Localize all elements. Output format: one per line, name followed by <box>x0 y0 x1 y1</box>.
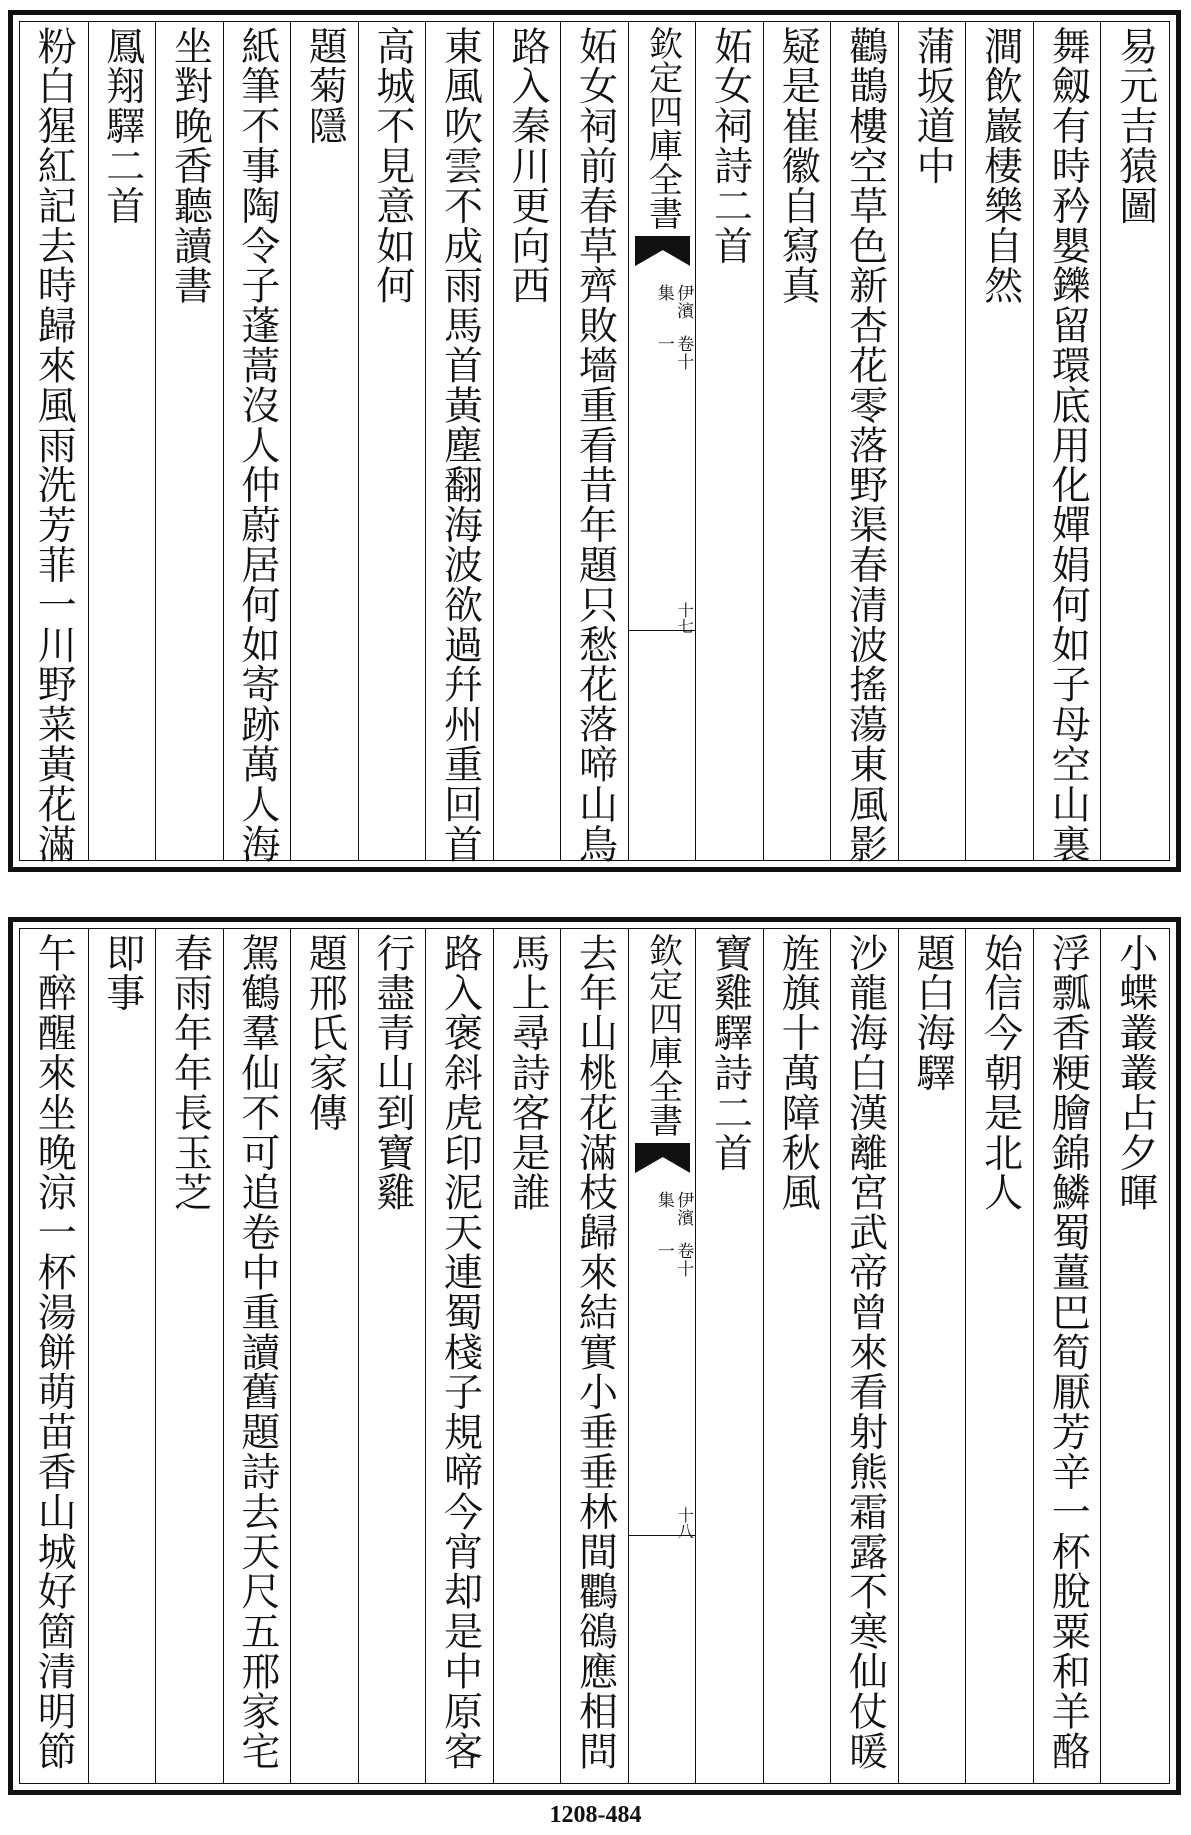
top-page-column-2 <box>1033 22 1102 864</box>
bottom-page-column-text: 浮瓢香粳膾錦鱗蜀薑巴筍厭芳辛一杯脫粟和羊酪 <box>1045 933 1091 1771</box>
top-page-column-9 <box>493 22 562 860</box>
bottom-page-column-text: 春雨年年長玉芝 <box>167 933 213 1213</box>
bottom-page-column-9 <box>493 929 562 1783</box>
top-page-column-text: 妬女祠詩二首 <box>707 26 753 266</box>
bottom-page-volume-label <box>633 1191 693 1291</box>
bottom-page-column-6 <box>763 929 832 1783</box>
bottom-page-column-5 <box>830 929 899 1783</box>
top-page-column-text: 澗飲巖棲樂自然 <box>977 26 1023 306</box>
top-page-column-text: 妬女祠前春草齊敗墻重看昔年題只愁花落啼山鳥 <box>572 26 618 864</box>
top-page-column-text: 鸛鵲樓空草色新杏花零落野渠春清波搖蕩東風影 <box>842 26 888 864</box>
top-page-column-text: 舞劔有時矜嬰鑠留環底用化嬋娟何如子母空山裏 <box>1045 26 1091 864</box>
bottom-page-page-number: 十八 <box>675 1507 695 1539</box>
bottom-page-column-text: 旌旗十萬障秋風 <box>775 933 821 1213</box>
top-page <box>8 10 1181 872</box>
top-page-column-1 <box>1100 22 1169 860</box>
bottom-page-column-text: 沙龍海白漢離宮武帝曾來看射熊霜露不寒仙仗暖 <box>842 933 888 1771</box>
bottom-page-volume-line: 卷十一 <box>653 1242 694 1278</box>
bottom-page-column-12 <box>290 929 359 1783</box>
bottom-page-column-3 <box>965 929 1034 1783</box>
top-page-fishtail-mark-icon <box>635 236 691 266</box>
bottom-page-column-text: 始信今朝是北人 <box>977 933 1023 1213</box>
page-footer-code: 1208-484 <box>549 1802 642 1828</box>
top-page-column-12 <box>290 22 359 860</box>
bottom-page-center-divider <box>629 1535 697 1536</box>
top-page-column-10 <box>425 22 494 864</box>
top-page-column-text: 路入秦川更向西 <box>504 26 550 306</box>
bottom-page-fishtail-mark-icon <box>635 1143 691 1173</box>
top-page-column-text: 粉白猩紅記去時歸來風雨洗芳菲一川野菜黃花滿 <box>31 26 77 864</box>
bottom-page-column-text: 即事 <box>99 933 145 1013</box>
bottom-page-column-15 <box>88 929 157 1783</box>
top-page-column-5 <box>830 22 899 864</box>
top-page-volume-label <box>633 284 693 384</box>
top-page-column-6 <box>763 22 832 860</box>
top-page-column-text: 題菊隱 <box>302 26 348 146</box>
top-page-frame <box>19 21 1170 864</box>
bottom-page-column-2 <box>1033 929 1102 1783</box>
top-page-volume-line: 卷十一 <box>653 335 694 371</box>
bottom-page-column-text: 去年山桃花滿枝歸來結實小垂垂林間鸜鵒應相問 <box>572 933 618 1771</box>
bottom-page-column-1 <box>1100 929 1169 1783</box>
bottom-page-column-13 <box>223 929 292 1783</box>
top-page-column-15 <box>88 22 157 860</box>
bottom-page-column-text: 駕鶴羣仙不可追卷中重讀舊題詩去天尺五邢家宅 <box>234 933 280 1771</box>
bottom-page-volume-line: 伊濱集 <box>653 1191 694 1227</box>
top-page-column-13 <box>223 22 292 864</box>
top-page-volume-line: 伊濱集 <box>653 284 694 320</box>
bottom-page-column-4 <box>898 929 967 1783</box>
bottom-page-column-text: 小蝶叢叢占夕暉 <box>1112 933 1158 1213</box>
top-page-column-text: 易元吉猿圖 <box>1112 26 1158 226</box>
bottom-page-column-10 <box>425 929 494 1783</box>
top-page-center-column <box>628 22 697 860</box>
top-page-column-text: 高城不見意如何 <box>369 26 415 306</box>
bottom-page <box>8 917 1181 1795</box>
top-page-center-title: 欽定四庫全書 <box>642 26 683 230</box>
top-page-column-text: 鳳翔驛二首 <box>99 26 145 226</box>
bottom-page-column-text: 行盡青山到寶雞 <box>369 933 415 1213</box>
bottom-page-column-text: 寶雞驛詩二首 <box>707 933 753 1173</box>
bottom-page-column-text: 題邢氏家傳 <box>302 933 348 1133</box>
top-page-column-text: 紙筆不事陶令子蓬蒿沒人仲蔚居何如寄跡萬人海 <box>234 26 280 864</box>
bottom-page-center-column <box>628 929 697 1783</box>
bottom-page-column-7 <box>695 929 764 1783</box>
bottom-page-center-title: 欽定四庫全書 <box>642 933 683 1137</box>
bottom-page-column-text: 午醉醒來坐晚涼一杯湯餅萌苗香山城好箇清明節 <box>31 933 77 1771</box>
bottom-page-frame <box>19 928 1170 1784</box>
top-page-column-text: 疑是崔徽自寫真 <box>775 26 821 306</box>
top-page-column-8 <box>560 22 629 864</box>
top-page-column-4 <box>898 22 967 860</box>
top-page-column-text: 坐對晚香聽讀書 <box>167 26 213 306</box>
top-page-column-text: 蒲坂道中 <box>910 26 956 186</box>
top-page-column-11 <box>358 22 427 860</box>
top-page-column-14 <box>155 22 224 860</box>
bottom-page-column-8 <box>560 929 629 1783</box>
bottom-page-column-text: 路入褒斜虎印泥天連蜀棧子規啼今宵却是中原客 <box>437 933 483 1771</box>
top-page-column-3 <box>965 22 1034 860</box>
top-page-column-7 <box>695 22 764 860</box>
top-page-page-number: 十七 <box>675 602 695 634</box>
bottom-page-column-text: 題白海驛 <box>910 933 956 1093</box>
bottom-page-column-11 <box>358 929 427 1783</box>
bottom-page-column-text: 馬上尋詩客是誰 <box>504 933 550 1213</box>
bottom-page-column-16 <box>20 929 88 1783</box>
top-page-column-text: 東風吹雲不成雨馬首黃塵翻海波欲過幷州重回首 <box>437 26 483 864</box>
bottom-page-column-14 <box>155 929 224 1783</box>
top-page-column-16 <box>20 22 88 864</box>
top-page-center-divider <box>629 630 697 631</box>
